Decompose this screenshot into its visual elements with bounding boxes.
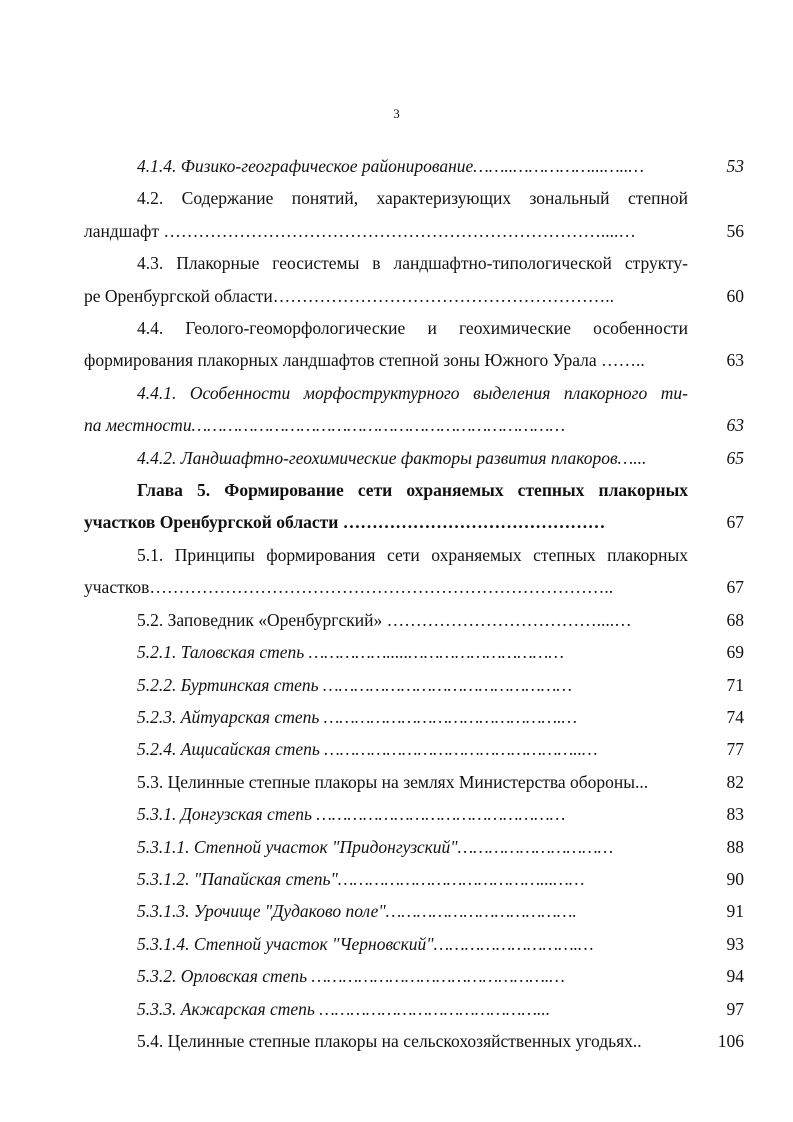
toc-entry-title: 5.2.2. Буртинская степь ………………………………………… bbox=[137, 674, 572, 695]
toc-entry-title: 5.3.1.4. Степной участок "Черновский"……………………….… bbox=[137, 933, 594, 954]
toc-entry-5-2-1[interactable] bbox=[84, 636, 744, 668]
toc-entry-title-cont: ландшафт …………………………………………………………………....… bbox=[84, 220, 636, 241]
toc-entry-5-2-4[interactable] bbox=[84, 733, 744, 765]
toc-page-number: 71 bbox=[726, 674, 744, 695]
toc-page-number: 65 bbox=[726, 447, 744, 468]
toc-page-number: 60 bbox=[726, 285, 744, 306]
toc-entry-title: 5.3.1.2. "Папайская степь"…………………………………...…… bbox=[137, 868, 585, 889]
toc-page-number: 63 bbox=[726, 350, 744, 371]
toc-page-number: 82 bbox=[726, 771, 744, 792]
toc-page-number: 63 bbox=[726, 415, 744, 436]
page-number: 3 bbox=[393, 106, 400, 121]
toc-page-number: 56 bbox=[726, 220, 744, 241]
toc-entry-title: 4.3. Плакорные геосистемы в ландшафтно-типологической структу- bbox=[137, 253, 688, 274]
toc-entry-title: 4.4.2. Ландшафтно-геохимические факторы развития плакоров…... bbox=[137, 447, 647, 468]
toc-entry-title: 5.2.3. Айтуарская степь ……………………………………….… bbox=[137, 706, 578, 727]
toc-page-number: 68 bbox=[726, 609, 744, 630]
toc-entry-5-4[interactable] bbox=[84, 1025, 744, 1057]
toc-page-number: 67 bbox=[726, 512, 744, 533]
toc-entry-5-2[interactable] bbox=[84, 604, 744, 636]
toc-entry-5-3[interactable] bbox=[84, 766, 744, 798]
toc-entry-title: 5.3.1.1. Степной участок "Придонгузский"………………………… bbox=[137, 836, 614, 857]
toc-page-number: 90 bbox=[726, 868, 744, 889]
toc-entry-title: 5.3.2. Орловская степь ……………………………………….… bbox=[137, 966, 565, 987]
toc-entry-5-3-3[interactable] bbox=[84, 993, 744, 1025]
toc-entry-5-3-1-2[interactable] bbox=[84, 863, 744, 895]
toc-entry-title-cont: формирования плакорных ландшафтов степной зоны Южного Урала …….. bbox=[84, 350, 645, 371]
toc-entry-5-3-1[interactable] bbox=[84, 798, 744, 830]
toc-page-number: 91 bbox=[726, 901, 744, 922]
toc-entry-title: 5.2.1. Таловская степь …………….....………………………… bbox=[137, 642, 564, 663]
toc-entry-title: 5.3.1.3. Урочище "Дудаково поле"………………………………. bbox=[137, 901, 577, 922]
toc-page-number: 88 bbox=[726, 836, 744, 857]
toc-entry-title: 4.2. Содержание понятий, характеризующих зональный степной bbox=[137, 188, 688, 209]
toc-entry-title: 5.3.1. Донгузская степь ………………………………………… bbox=[137, 804, 566, 825]
toc-entry-title: 4.4.1. Особенности морфоструктурного выделения плакорного ти- bbox=[137, 382, 688, 403]
toc-entry-4-4[interactable] bbox=[84, 312, 744, 377]
toc-entry-4-2[interactable] bbox=[84, 182, 744, 247]
toc-entry-title: 5.4. Целинные степные плакоры на сельскохозяйственных угодьях.. bbox=[137, 1030, 642, 1051]
toc-page-number: 106 bbox=[717, 1030, 744, 1051]
toc-entry-title: 5.2.4. Ащисайская степь …………………………………………..… bbox=[137, 739, 598, 760]
toc-entry-title: 4.1.4. Физико-географическое районирование……..……………...…..… bbox=[137, 156, 644, 176]
toc-page-number: 97 bbox=[726, 998, 744, 1019]
toc-page-number: 74 bbox=[726, 706, 744, 727]
toc-page-number: 53 bbox=[726, 156, 744, 176]
toc-page-number: 93 bbox=[726, 933, 744, 954]
toc-page-number: 83 bbox=[726, 804, 744, 825]
toc-page-number: 69 bbox=[726, 642, 744, 663]
toc-entry-chapter-5[interactable] bbox=[84, 474, 744, 539]
toc-entry-4-3[interactable] bbox=[84, 247, 744, 312]
toc-entry-5-3-2[interactable] bbox=[84, 960, 744, 992]
toc-page-number: 67 bbox=[726, 577, 744, 598]
toc-entry-title-cont: участков…………………………………………………………………….. bbox=[84, 577, 614, 598]
toc-entry-5-3-1-1[interactable] bbox=[84, 831, 744, 863]
toc-entry-title-cont: участков Оренбургской области ……………………………………… bbox=[84, 512, 606, 533]
toc-entry-4-4-2[interactable] bbox=[84, 442, 744, 474]
toc-entry-5-1[interactable] bbox=[84, 539, 744, 604]
toc-entry-title-cont: ре Оренбургской области………………………………………………….. bbox=[84, 285, 614, 306]
toc-entry-title: 4.4. Геолого-геоморфологические и геохимические особенности bbox=[137, 318, 688, 339]
toc-entry-title: 5.3. Целинные степные плакоры на землях Министерства обороны... bbox=[137, 771, 649, 792]
table-of-contents bbox=[84, 150, 744, 1057]
toc-entry-title-cont: па местности……………………………………………………………… bbox=[84, 415, 566, 436]
toc-entry-title: 5.1. Принципы формирования сети охраняемых степных плакорных bbox=[137, 544, 688, 565]
toc-entry-title: 5.3.3. Акжарская степь ……………………………………... bbox=[137, 998, 551, 1019]
toc-entry-5-2-2[interactable] bbox=[84, 669, 744, 701]
toc-entry-4-1-4[interactable] bbox=[84, 150, 744, 182]
toc-page-number: 77 bbox=[726, 739, 744, 760]
toc-entry-5-3-1-4[interactable] bbox=[84, 928, 744, 960]
toc-entry-5-3-1-3[interactable] bbox=[84, 895, 744, 927]
toc-entry-5-2-3[interactable] bbox=[84, 701, 744, 733]
toc-entry-4-4-1[interactable] bbox=[84, 377, 744, 442]
toc-page-number: 94 bbox=[726, 966, 744, 987]
toc-entry-title: Глава 5. Формирование сети охраняемых степных плакорных bbox=[137, 480, 688, 501]
toc-entry-title: 5.2. Заповедник «Оренбургский» ………………………………....… bbox=[137, 609, 632, 630]
